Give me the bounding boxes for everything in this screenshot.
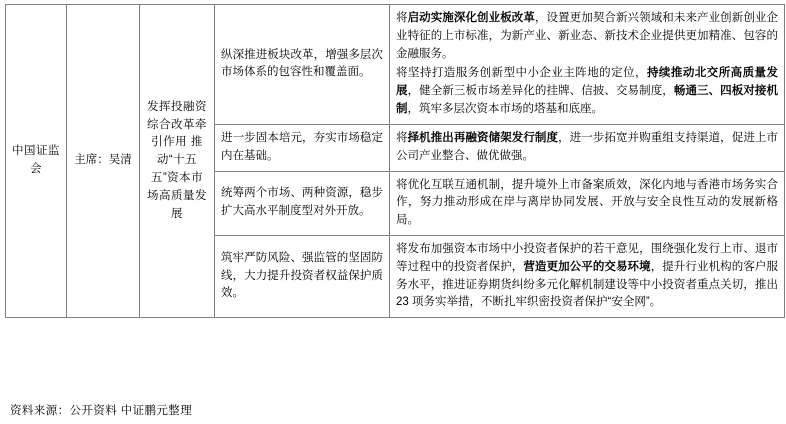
point-cell <box>215 124 390 171</box>
detail-cell <box>390 171 785 235</box>
policy-summary-table <box>5 4 785 318</box>
emphasis-text: 畅通三、四板对接机制 <box>396 85 778 116</box>
emphasis-text: 营造更加公平的交易环境 <box>523 260 651 273</box>
point-text: 进一步固本培元，夯实市场稳定内在基础。 <box>221 131 383 162</box>
point-cell <box>215 235 390 317</box>
point-cell <box>215 171 390 235</box>
point-cell <box>215 5 390 125</box>
detail-cell <box>390 124 785 171</box>
body-text: ，进一步拓宽并购重组支持渠道，促进上市公司产业整合、做优做强。 <box>396 131 778 162</box>
person-cell <box>67 5 140 318</box>
emphasis-text: 择机推出再融资储架发行制度 <box>407 131 559 144</box>
point-text: 统筹两个市场、两种资源，稳步扩大高水平制度型对外开放。 <box>221 187 383 218</box>
detail-cell <box>390 235 785 317</box>
body-text: ，设置更加契合新兴领域和未来产业创新创业企业特征的上市标准，为新产业、新业态、新技术企业提供更加精准、包容的金融服务。 <box>396 12 778 60</box>
body-text: 将发布加强资本市场中小投资者保护的若干意见，围绕强化发行上市、退市等过程中的投资者保护， <box>396 242 778 273</box>
table-row <box>6 5 785 125</box>
theme-label: 发挥投融资综合改革牵引作用 推动“十五五”资本市场高质量发展 <box>147 100 207 220</box>
detail-paragraph <box>396 65 778 118</box>
body-text: ，健全新三板市场差异化的挂牌、信披、交易制度， <box>407 85 674 98</box>
body-text: 将优化互联互通机制，提升境外上市备案质效，深化内地与香港市场务实合作，努力推动形成在岸与离岸协同发展、开放与安全良性互动的发展新格局。 <box>396 178 778 227</box>
person-label: 主席：吴清 <box>74 154 132 167</box>
detail-paragraph <box>396 130 778 166</box>
document-page <box>0 4 786 424</box>
point-text: 纵深推进板块改革，增强多层次市场体系的包容性和覆盖面。 <box>221 48 383 79</box>
body-text: 将 <box>396 12 408 24</box>
theme-cell <box>140 5 215 318</box>
source-note: 资料来源：公开资料 中证鹏元整理 <box>10 405 193 417</box>
table-body <box>6 5 785 318</box>
body-text: 将 <box>396 131 408 144</box>
organization-cell <box>6 5 67 318</box>
emphasis-text: 启动实施深化创业板改革 <box>407 12 535 24</box>
emphasis-text: 持续推动北交所高质量发展 <box>396 67 778 98</box>
body-text: ，提升行业机构的客户服务水平，推进证券期货纠纷多元化解机制建设等中小投资者重点关切，推出 23 项务实举措，不断扎牢织密投资者保护“安全网”。 <box>396 260 778 309</box>
body-text: 将坚持打造服务创新型中小企业主阵地的定位， <box>396 67 647 80</box>
point-text: 筑牢严防风险、强监管的坚固防线，大力提升投资者权益保护质效。 <box>221 251 383 300</box>
detail-paragraph <box>396 241 778 312</box>
detail-paragraph <box>396 177 778 230</box>
organization-label: 中国证监会 <box>12 145 60 176</box>
body-text: ，筑牢多层次资本市场的塔基和底座。 <box>407 103 603 116</box>
detail-cell <box>390 5 785 125</box>
detail-paragraph <box>396 10 778 63</box>
